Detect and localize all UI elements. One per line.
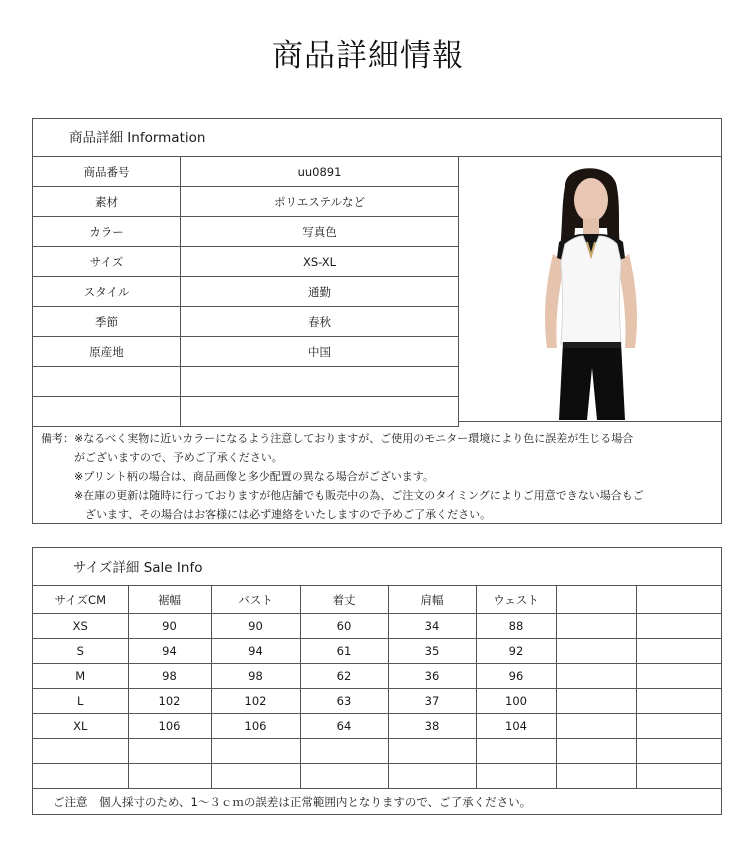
product-info-table [33,157,459,427]
info-label: 季節 [33,307,181,337]
size-header-row [33,586,721,614]
table-cell: 100 [476,689,556,714]
table-cell: 102 [211,689,300,714]
table-row [33,337,459,367]
table-cell [636,639,721,664]
info-label: 素材 [33,187,181,217]
info-label [33,367,181,397]
page-title: 商品詳細情報 [272,38,464,74]
table-row [33,689,721,714]
table-row [33,639,721,664]
table-cell [636,689,721,714]
size-detail-heading: サイズ詳細 Sale Info [33,548,721,586]
table-cell [300,739,388,764]
table-row [33,277,459,307]
table-cell [556,714,636,739]
info-value [181,367,459,397]
table-cell: 92 [476,639,556,664]
table-cell [211,764,300,789]
table-cell: 90 [211,614,300,639]
column-header: バスト [211,586,300,614]
table-cell: 35 [388,639,476,664]
table-row [33,307,459,337]
column-header: 着丈 [300,586,388,614]
table-cell [128,739,211,764]
model-photo-illustration [525,158,655,420]
table-cell: 98 [211,664,300,689]
info-label: サイズ [33,247,181,277]
table-cell [33,739,128,764]
table-row [33,739,721,764]
column-header: ウェスト [476,586,556,614]
table-row [33,614,721,639]
table-cell [556,639,636,664]
info-label: 原産地 [33,337,181,367]
table-cell [556,739,636,764]
info-value: 通勤 [181,277,459,307]
size-note: ご注意 個人採寸のため、1～３ｃｍの誤差は正常範囲内となりますので、ご了承ください。 [53,795,532,809]
table-cell: 38 [388,714,476,739]
column-header: サイズCM [33,586,128,614]
info-value: 春秋 [181,307,459,337]
info-value: uu0891 [181,157,459,187]
table-cell [33,764,128,789]
table-cell [636,714,721,739]
table-row [33,157,459,187]
remark-line: ざいます、その場合はお客様には必ず連絡をいたしますので予めご了承ください。 [41,508,492,521]
info-value: 写真色 [181,217,459,247]
product-detail-section [32,118,722,524]
column-header [636,586,721,614]
table-row [33,367,459,397]
column-header [556,586,636,614]
table-row [33,664,721,689]
info-value: 中国 [181,337,459,367]
table-cell: L [33,689,128,714]
table-cell: 94 [211,639,300,664]
table-cell: 60 [300,614,388,639]
table-cell [636,739,721,764]
table-cell [636,664,721,689]
table-cell [476,739,556,764]
table-cell [556,689,636,714]
table-cell: 90 [128,614,211,639]
table-cell [636,614,721,639]
table-cell [211,739,300,764]
table-cell: 37 [388,689,476,714]
table-row [33,764,721,789]
info-label: カラー [33,217,181,247]
info-label: スタイル [33,277,181,307]
remark-line: 備考：※なるべく実物に近いカラーになるよう注意しておりますが、ご使用のモニター環境により色に誤差が生じる場合 [41,432,634,445]
table-cell [556,614,636,639]
product-photo [458,157,721,422]
remark-line: ※プリント柄の場合は、商品画像と多少配置の異なる場合がございます。 [41,470,434,483]
table-cell [388,764,476,789]
table-cell [388,739,476,764]
table-cell: M [33,664,128,689]
table-cell: 63 [300,689,388,714]
table-cell: 61 [300,639,388,664]
remark-line: がございますので、予めご了承ください。 [41,451,283,464]
table-cell: 34 [388,614,476,639]
table-cell: 96 [476,664,556,689]
column-header: 肩幅 [388,586,476,614]
size-detail-section [32,547,722,815]
table-row [33,247,459,277]
table-cell [556,764,636,789]
table-cell: 98 [128,664,211,689]
table-cell: 36 [388,664,476,689]
table-cell [476,764,556,789]
table-cell: 104 [476,714,556,739]
table-cell: 106 [128,714,211,739]
table-cell [128,764,211,789]
remark-line: ※在庫の更新は随時に行っておりますが他店舗でも販売中の為、ご注文のタイミングによりご用意できない場合もご [41,489,644,502]
table-cell [300,764,388,789]
table-row [33,187,459,217]
info-value: ポリエステルなど [181,187,459,217]
table-cell: XS [33,614,128,639]
info-value: XS-XL [181,247,459,277]
table-cell: 62 [300,664,388,689]
table-cell: 88 [476,614,556,639]
table-cell: 64 [300,714,388,739]
column-header: 裾幅 [128,586,211,614]
product-detail-heading: 商品詳細 Information [33,119,721,157]
size-table [33,586,721,789]
table-row [33,217,459,247]
table-cell: 102 [128,689,211,714]
table-row [33,714,721,739]
remarks [33,422,721,524]
table-cell: 94 [128,639,211,664]
table-cell [636,764,721,789]
table-cell: S [33,639,128,664]
table-cell [556,664,636,689]
table-cell: 106 [211,714,300,739]
info-label: 商品番号 [33,157,181,187]
table-cell: XL [33,714,128,739]
